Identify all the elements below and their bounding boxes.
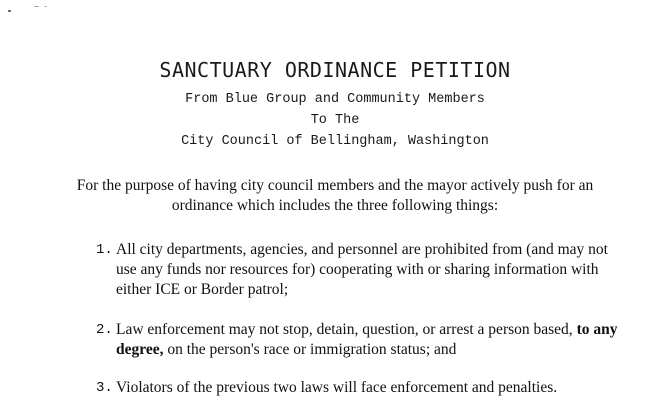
list-item — [96, 378, 626, 398]
scan-speck — [44, 6, 47, 7]
subtitle-to: To The — [310, 113, 360, 128]
item-text: Violators of the previous two laws will face enforcement and penalties. — [116, 379, 558, 396]
item-number: 3. — [96, 380, 113, 396]
subtitle-recipient: City Council of Bellingham, Washington — [181, 134, 489, 149]
scan-speck — [34, 6, 39, 7]
subtitle-from: From Blue Group and Community Members — [185, 92, 485, 107]
item-text-start: Law enforcement may not stop, detain, question, or arrest a person based, — [116, 321, 577, 338]
item-number: 1. — [96, 242, 113, 258]
list-item — [96, 240, 626, 300]
list-item — [96, 320, 626, 360]
item-number: 2. — [96, 322, 113, 338]
petition-title: SANCTUARY ORDINANCE PETITION — [159, 58, 511, 82]
item-text-end: on the person's race or immigration status; and — [163, 341, 457, 358]
item-text-emphasis: to any degree, — [116, 321, 618, 358]
scan-speck — [8, 10, 11, 12]
item-text: All city departments, agencies, and personnel are prohibited from (and may not use any funds nor resources for) cooperating with or sharing information with either ICE or Border patrol; — [116, 241, 608, 298]
purpose-statement: For the purpose of having city council members and the mayor actively push for an ordinance which includes the three following things: — [76, 177, 594, 214]
item-text — [96, 320, 626, 360]
